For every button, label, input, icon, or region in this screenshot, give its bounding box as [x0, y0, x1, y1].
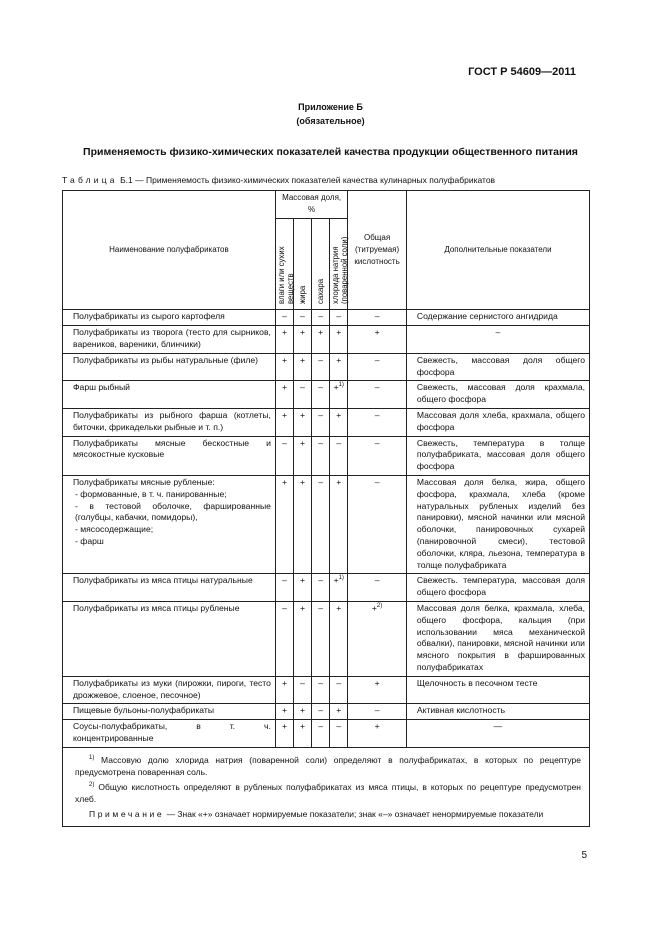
table-row: Полуфабрикаты из муки (пирожки, пироги, тесто дрожжевое, слоеное, песочное) + – – – + Щелочность в песочном тесте	[63, 676, 590, 704]
table-row: Полуфабрикаты из мяса птицы натуральные – + – +$^{1)}$ – Свежесть. температура, массовая доля общего фосфора	[63, 574, 590, 602]
section-title: Применяемость физико-химических показателей качества продукции общественного питания	[83, 146, 578, 158]
header-salt: хлорида натрия (поваренной соли)	[330, 218, 348, 310]
appendix-heading	[0, 100, 661, 128]
table-row: Полуфабрикаты мясные бескостные и мясокостные кусковые – + – – – Свежесть, температура в толще полуфабриката, массовая доля общего фосфора	[63, 436, 590, 475]
footnote-1: $^{1)}$ Массовую долю хлорида натрия (поваренной соли) определяют в полуфабрикатах, в которых по рецептуре предусмотрена поваренная соль.	[75, 754, 581, 778]
appendix-name: Приложение Б	[298, 102, 363, 112]
header-sugar: сахара	[312, 218, 330, 310]
footnote-2: $^{2)}$ Общую кислотность определяют в рубленых полуфабрикатах из мяса птицы, в которых по рецептуре предусмотрен хлеб.	[75, 781, 581, 805]
table-row: Полуфабрикаты из сырого картофеля – – – – – Содержание сернистого ангидрида	[63, 310, 590, 326]
header-mass-share: Массовая доля, %	[275, 191, 347, 219]
header-acidity: Общая (титруемая) кислотность	[348, 191, 407, 310]
table-row: Полуфабрикаты из мяса птицы рубленые – + – + +$^{2)}$ Массовая доля белка, крахмала, хлеба, общего фосфора, кальция (при использовании мяса механической обвалки), панировки, мясной начинки или мясного покрытия в фаршированных полуфабрикатах	[63, 601, 590, 676]
table-caption-text: Б.1 — Применяемость физико-химических показателей качества кулинарных полуфабрикатов	[117, 175, 496, 185]
table-caption	[62, 175, 495, 185]
table-row: Фарш рыбный + – – +$^{1)}$ – Свежесть, массовая доля крахмала, общего фосфора	[63, 381, 590, 409]
table-row: Пищевые бульоны-полуфабрикаты + + – + – Активная кислотность	[63, 704, 590, 720]
table-row: Полуфабрикаты мясные рубленые: - формованные, в т. ч. панированные; - в тестовой оболочке, фаршированные (голубцы, кабачки, помидоры), - мясосодержащие; - фарш + + – + – Массовая доля белка, жира, общего фосфора, крахмала, хлеба (кроме натуральных рубленых изделий без панировки), мясной начинки или мясной оболочки, панировочных сухарей (панировочной смеси), тестовой оболочки, кляра, льезона, температура в толще полуфабриката	[63, 475, 590, 573]
appendix-status: (обязательное)	[296, 116, 365, 126]
table-row: Полуфабрикаты из рыбного фарша (котлеты, биточки, фрикадельки рыбные и т. п.) + + – + – Массовая доля хлеба, крахмала, общего фосфора	[63, 408, 590, 436]
table-row: Соусы-полуфабрикаты, в т. ч. концентрированные + + – – + —	[63, 720, 590, 748]
table-note: Примечание — Знак «+» означает нормируемые показатели; знак «–» означает ненормируемые показатели	[89, 808, 544, 819]
page-number: 5	[581, 850, 587, 861]
header-name: Наименование полуфабрикатов	[63, 191, 276, 310]
header-fat: жира	[294, 218, 312, 310]
table-row: Полуфабрикаты из рыбы натуральные (филе) + + – + – Свежесть, массовая доля общего фосфора	[63, 353, 590, 381]
table-caption-label: Таблица	[62, 175, 118, 185]
header-extra: Дополнительные показатели	[406, 191, 589, 310]
document-code: ГОСТ Р 54609—2011	[468, 66, 576, 78]
header-moisture: влаги или сухих веществ	[275, 218, 293, 310]
table-footnotes	[63, 747, 590, 827]
table-row: Полуфабрикаты из творога (тесто для сырников, вареников, вареники, блинчики) + + + + + –	[63, 326, 590, 354]
indicators-table	[62, 190, 590, 827]
